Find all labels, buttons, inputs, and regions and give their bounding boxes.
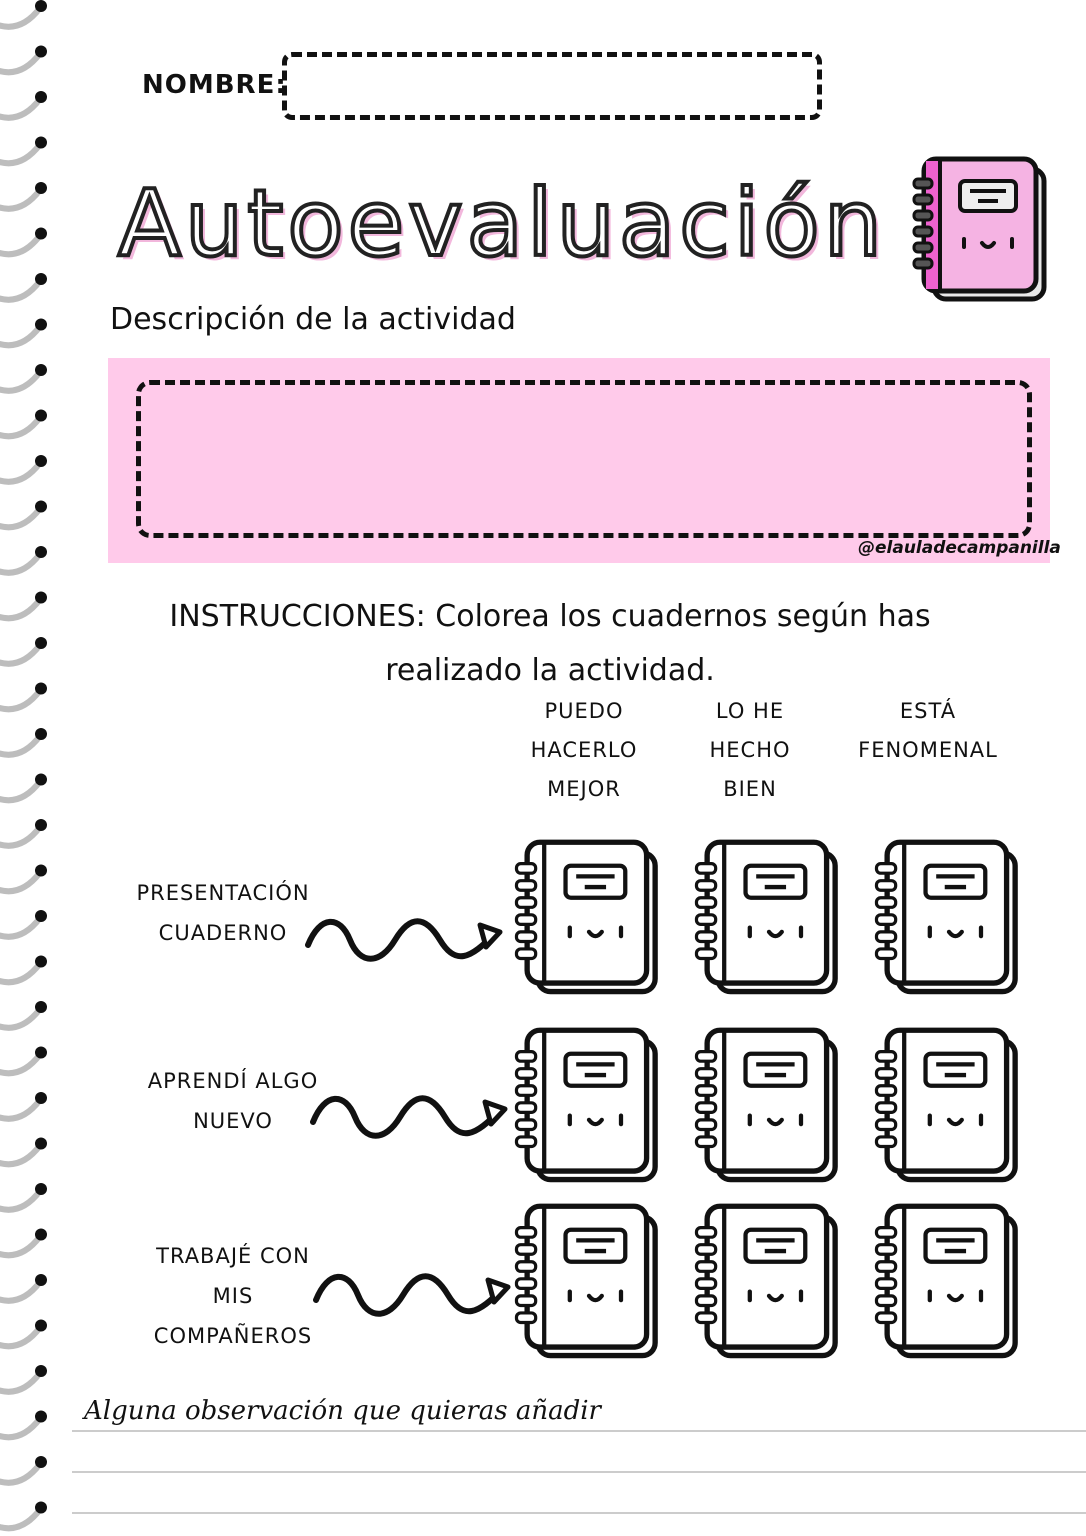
- notebook-icon: [874, 838, 1024, 998]
- row-label-line: COMPAÑEROS: [153, 1324, 313, 1348]
- column-header-line: MEJOR: [547, 777, 621, 801]
- instructions: [100, 590, 1000, 698]
- column-header-line: HECHO: [709, 738, 791, 762]
- column-header-line: HACERLO: [530, 738, 638, 762]
- notebook-icon: [694, 1026, 844, 1186]
- row-label-line: MIS: [212, 1284, 254, 1308]
- page-title: Autoevaluación: [118, 170, 887, 277]
- column-header-esta-fenomenal: [853, 692, 1003, 770]
- column-header-lo-he-hecho-bien: [675, 692, 825, 809]
- column-header-line: LO HE: [715, 699, 785, 723]
- notebook-rating-r2-c2[interactable]: [694, 1026, 844, 1190]
- wavy-arrow-icon: [308, 1260, 518, 1330]
- wavy-arrow-icon: [300, 905, 510, 975]
- column-header-line: PUEDO: [544, 699, 624, 723]
- notebook-rating-r1-c2[interactable]: [694, 838, 844, 1002]
- credit-text: @elauladecampanilla: [858, 538, 1061, 558]
- notebook-rating-r2-c1[interactable]: [514, 1026, 664, 1190]
- notebook-icon: [694, 838, 844, 998]
- row-label-line: TRABAJÉ CON: [156, 1244, 310, 1268]
- notebook-icon: [874, 1026, 1024, 1186]
- notebook-rating-r3-c1[interactable]: [514, 1202, 664, 1366]
- spiral-binding: [0, 0, 60, 1536]
- writing-line[interactable]: [72, 1430, 1086, 1432]
- observations-label: Alguna observación que quieras añadir: [84, 1396, 601, 1426]
- notebook-rating-r1-c1[interactable]: [514, 838, 664, 1002]
- row-label-line: CUADERNO: [158, 921, 288, 945]
- column-header-line: FENOMENAL: [858, 738, 998, 762]
- row-label-trabaje-con-mis-companeros: [128, 1236, 338, 1356]
- column-header-line: BIEN: [723, 777, 777, 801]
- notebook-rating-r3-c3[interactable]: [874, 1202, 1024, 1366]
- instructions-line-1: INSTRUCCIONES: Colorea los cuadernos según has: [169, 599, 931, 634]
- wavy-arrow-icon: [305, 1082, 515, 1152]
- pink-notebook-icon: [912, 155, 1052, 305]
- notebook-rating-r2-c3[interactable]: [874, 1026, 1024, 1190]
- writing-line[interactable]: [72, 1471, 1086, 1473]
- notebook-icon: [874, 1202, 1024, 1362]
- notebook-rating-r3-c2[interactable]: [694, 1202, 844, 1366]
- writing-line[interactable]: [72, 1512, 1086, 1514]
- description-input-box[interactable]: [136, 380, 1032, 538]
- column-header-line: ESTÁ: [899, 699, 957, 723]
- instructions-line-2: realizado la actividad.: [385, 653, 715, 688]
- row-label-line: NUEVO: [193, 1109, 273, 1133]
- notebook-icon: [514, 1202, 664, 1362]
- notebook-icon: [514, 838, 664, 998]
- notebook-icon: [694, 1202, 844, 1362]
- name-input-box[interactable]: [282, 52, 822, 120]
- notebook-rating-r1-c3[interactable]: [874, 838, 1024, 1002]
- column-header-puedo-hacerlo-mejor: [509, 692, 659, 809]
- row-label-line: PRESENTACIÓN: [136, 881, 310, 905]
- row-label-presentacion-cuaderno: [118, 873, 328, 953]
- notebook-icon: [514, 1026, 664, 1186]
- name-label: NOMBRE:: [142, 70, 287, 100]
- description-label: Descripción de la actividad: [110, 302, 516, 337]
- row-label-line: APRENDÍ ALGO: [147, 1069, 319, 1093]
